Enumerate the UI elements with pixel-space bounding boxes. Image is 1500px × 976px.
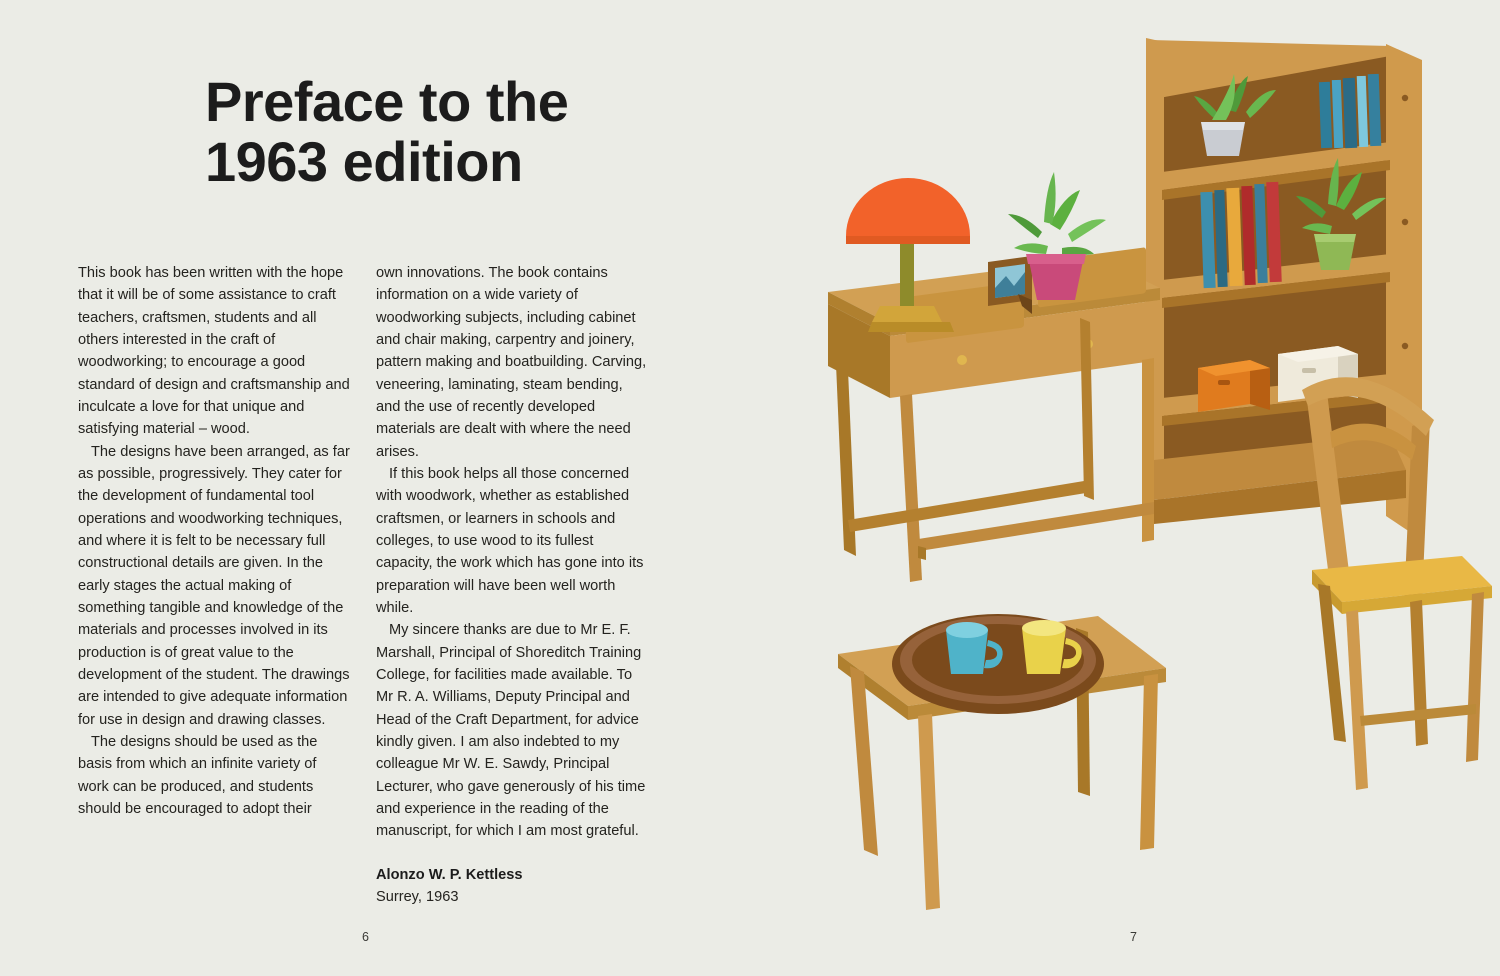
paragraph: This book has been written with the hope that it will be of some assistance to craft teachers, craftsmen, students and all others interested in the craft of woodworking; to encourage a good standard of design and craftsmanship and inculcate a love for that unique and satisfying material – wood. <box>78 265 350 438</box>
paragraph: If this book helps all those concerned with woodwork, whether as established craftsmen, or learners in schools and colleges, to use wood to its fullest capacity, the work which has gone into its preparation will have been well worth while. <box>376 465 644 616</box>
bookcase <box>1146 38 1422 540</box>
page-title-line-2: 1963 edition <box>205 130 523 194</box>
paragraph: The designs have been arranged, as far as possible, progressively. They cater for the development of fundamental tool operations and woodworking techniques, and where it is felt to be necessary full constructional details are given. In the early stages the actual making of something tangible and knowledge of the materials and processes involved in its production is of great value to the development of the student. The drawings are intended to give adequate information for use in design and drawing classes. <box>78 443 350 728</box>
body-column-right <box>376 262 648 908</box>
storage-box-orange <box>1198 360 1270 412</box>
page-number-right: 7 <box>1130 930 1137 944</box>
page-title-line-1: Preface to the <box>205 70 569 133</box>
signature-name: Alonzo W. P. Kettless <box>376 866 523 883</box>
right-page-illustration <box>750 0 1500 976</box>
body-columns <box>78 262 678 908</box>
body-column-left <box>78 262 350 908</box>
signature-place: Surrey, 1963 <box>376 888 459 905</box>
page-title <box>205 72 685 193</box>
paragraph: The designs should be used as the basis from which an infinite variety of work can be produced, and students should be encouraged to adopt their <box>78 733 318 817</box>
books-top <box>1319 74 1381 148</box>
page-number-left: 6 <box>362 930 369 944</box>
paragraph: My sincere thanks are due to Mr E. F. Marshall, Principal of Shoreditch Training College, for facilities made available. To Mr R. A. Williams, Deputy Principal and Head of the Craft Department, for advice kindly given. I am also indebted to my colleague Mr W. E. Sawdy, Principal Lecturer, who gave generously of his time and experience in the reading of the manuscript, for which I am most grateful. <box>376 622 646 840</box>
paragraph: own innovations. The book contains information on a wide variety of woodworking subjects, including cabinet and chair making, carpentry and joinery, pattern making and boatbuilding. Carving, veneering, laminating, steam bending, and the use of recently developed materials are dealt with where the need arises. <box>376 265 647 460</box>
signature <box>376 864 648 909</box>
chair <box>1302 377 1492 790</box>
